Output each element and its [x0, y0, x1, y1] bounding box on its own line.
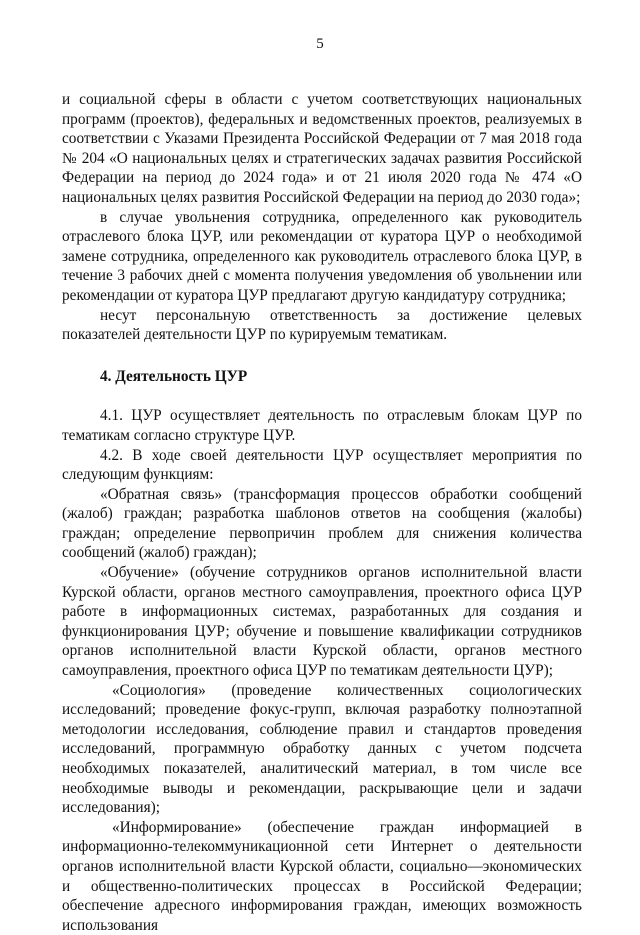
- paragraph-feedback: «Обратная связь» (трансформация процессов обработки сообщений (жалоб) граждан; разработка шаблонов ответов на сообщения (жалобы) граждан; определение первопричин проблем для снижения количества сообщений (жалоб) граждан);: [62, 485, 582, 562]
- document-body: [62, 90, 582, 935]
- paragraph-4-2: 4.2. В ходе своей деятельности ЦУР осуществляет мероприятия по следующим функциям:: [62, 446, 582, 484]
- paragraph-training: «Обучение» (обучение сотрудников органов исполнительной власти Курской области, органов местного самоуправления, проектного офиса ЦУР работе в информационных системах, разработанных для создания и функционирования ЦУР; обучение и повышение квалификации сотрудников органов исполнительной власти Курской области, органов местного самоуправления, проектного офиса ЦУР по тематикам деятельности ЦУР);: [62, 564, 582, 680]
- paragraph-dismissal: в случае увольнения сотрудника, определенного как руководитель отраслевого блока ЦУР, или рекомендации от куратора ЦУР о необходимой замене сотрудника, определенного как руководитель отраслевого блока ЦУР, в течение 3 рабочих дней с момента получения уведомления об увольнении или рекомендации от куратора ЦУР предлагают другую кандидатуру сотрудника;: [62, 208, 582, 304]
- paragraph-informing: «Информирование» (обеспечение граждан информацией в информационно-телекоммуникационной сети Интернет о деятельности органов исполнительной власти Курской области, социально—экономических и общественно-политических процессах в Российской Федерации; обеспечение адресного информирования граждан, имеющих возможность использования: [62, 818, 582, 934]
- paragraph-continuation: и социальной сферы в области с учетом соответствующих национальных программ (проектов), федеральных и ведомственных проектов, реализуемых в соответствии с Указами Президента Российской Федерации от 7 мая 2018 года № 204 «О национальных целях и стратегических задачах развития Российской Федерации на период до 2024 года» и от 21 июля 2020 года № 474 «О национальных целях развития Российской Федерации на период до 2030 года»;: [62, 91, 582, 206]
- paragraph-sociology: «Социология» (проведение количественных социологических исследований; проведение фокус-групп, включая разработку полноэтапной методологии исследования, соблюдение правил и стандартов проведения исследований, программную обработку данных с учетом подсчета необходимых показателей, аналитический материал, в том числе все необходимые выводы и рекомендации, раскрывающие цели и задачи исследования);: [62, 681, 582, 817]
- page-number: 5: [316, 36, 324, 52]
- section-heading: 4. Деятельность ЦУР: [100, 367, 248, 385]
- paragraph-4-1: 4.1. ЦУР осуществляет деятельность по отраслевым блокам ЦУР по тематикам согласно структуре ЦУР.: [62, 407, 582, 444]
- paragraph-responsibility: несут персональную ответственность за достижение целевых показателей деятельности ЦУР по курируемым тематикам.: [62, 306, 582, 344]
